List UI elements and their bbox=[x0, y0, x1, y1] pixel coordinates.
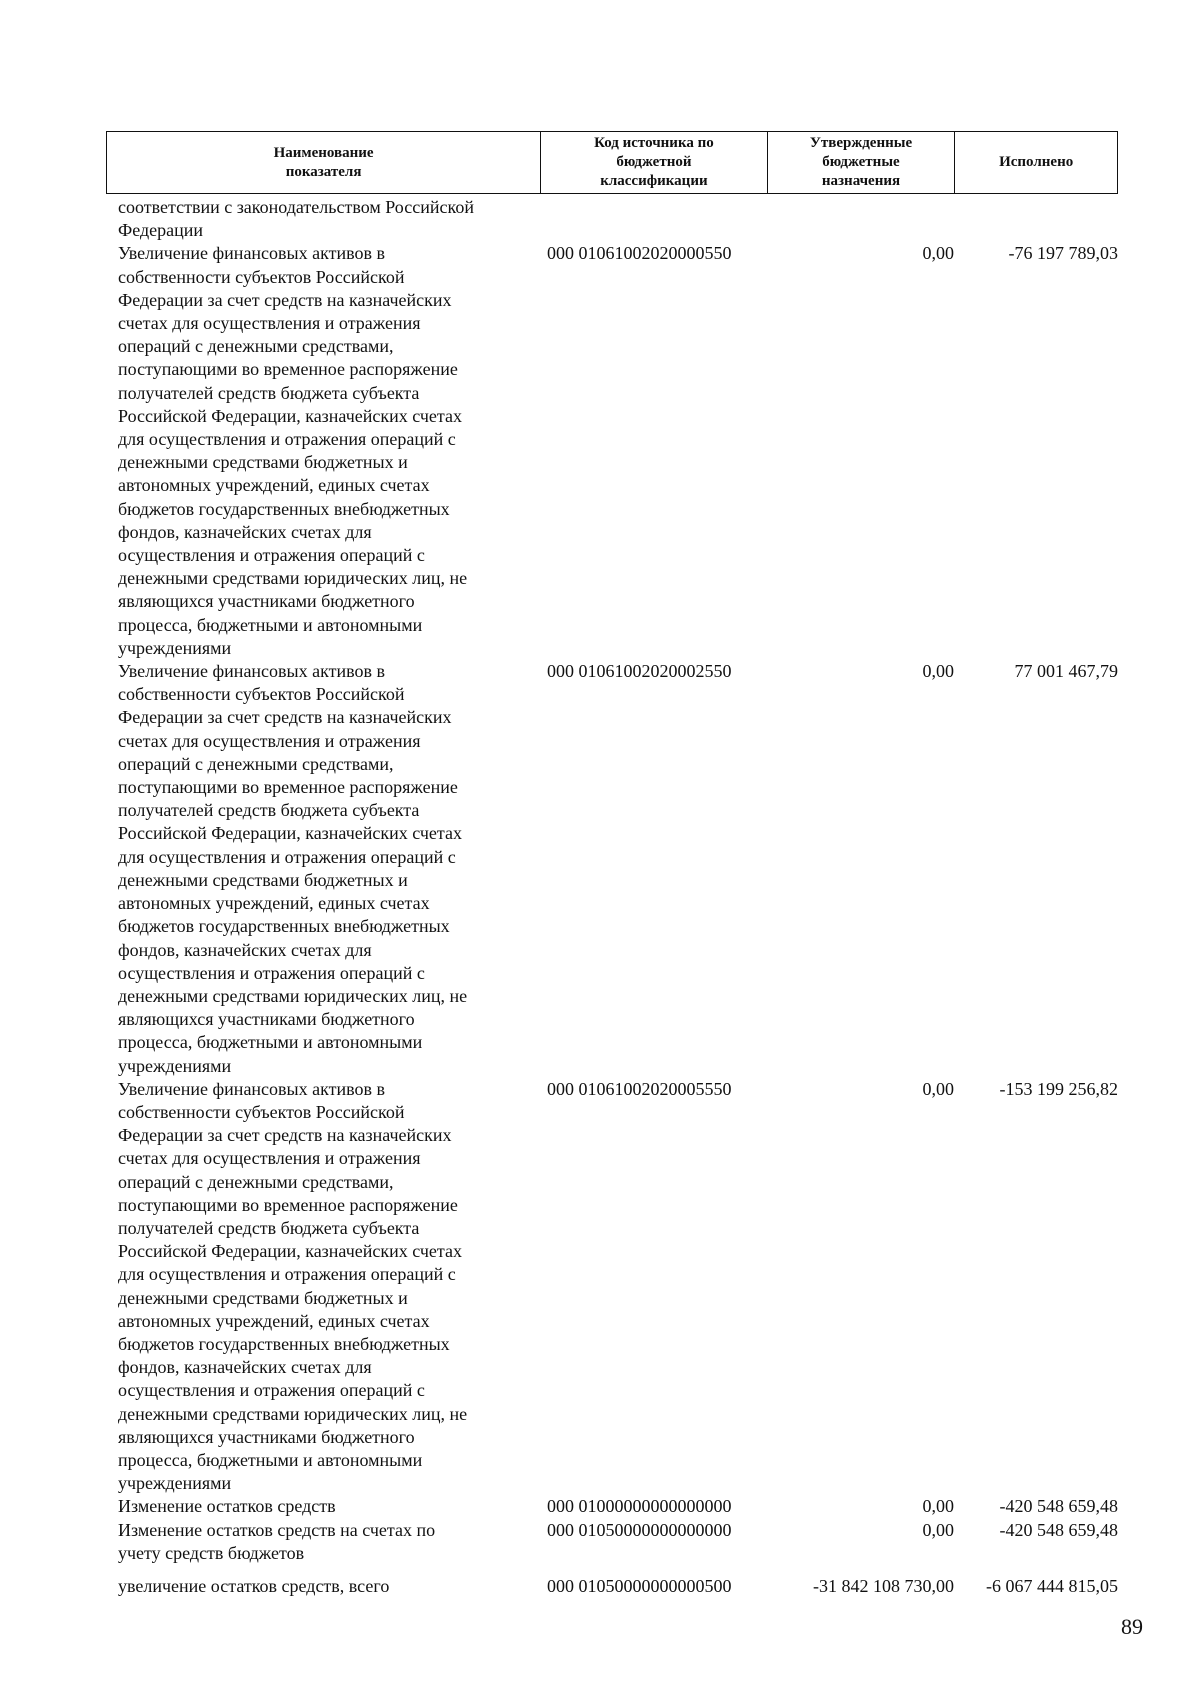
row-name: Увеличение финансовых активов в собственности субъектов Российской Федерации за счет средств на казначейских счетах для осуществления и отражения операций с денежными средствами, поступающими во временное распоряжение получателей средств бюджета субъекта Российской Федерации, казначейских счетах для осуществления и отражения операций с денежными средствами бюджетных и автономных учреждений, единых счетах бюджетов государственных внебюджетных фондов, казначейских счетах для осуществления и отражения операций с денежными средствами юридических лиц, не являющихся участниками бюджетного процесса, бюджетными и автономными учреждениями bbox=[118, 1078, 468, 1494]
header-name-line: показателя bbox=[285, 163, 362, 180]
table-row bbox=[118, 1078, 1118, 1496]
row-code: 000 01050000000000500 bbox=[546, 1575, 732, 1596]
table-header bbox=[106, 131, 1118, 194]
row-code: 000 01061002020000550 bbox=[546, 243, 732, 264]
header-code-line: Код источника по bbox=[594, 135, 714, 151]
row-approved: 0,00 bbox=[922, 1078, 954, 1099]
row-code: 000 01061002020005550 bbox=[546, 1078, 732, 1099]
header-approved-line: бюджетные bbox=[822, 154, 900, 170]
row-approved: 0,00 bbox=[922, 661, 954, 682]
header-approved-line: назначения bbox=[821, 173, 901, 189]
row-name: соответствии с законодательством Российской Федерации bbox=[118, 197, 474, 241]
row-executed: -420 548 659,48 bbox=[999, 1496, 1119, 1517]
header-code-line: бюджетной bbox=[616, 154, 692, 170]
row-approved: 0,00 bbox=[922, 243, 954, 264]
row-executed: 77 001 467,79 bbox=[1014, 661, 1119, 682]
row-executed: -420 548 659,48 bbox=[999, 1519, 1119, 1540]
header-code-column bbox=[541, 132, 768, 193]
row-approved: -31 842 108 730,00 bbox=[813, 1575, 954, 1596]
table-body bbox=[118, 196, 1118, 1598]
row-executed: -153 199 256,82 bbox=[999, 1078, 1119, 1099]
header-approved-column bbox=[768, 132, 956, 193]
row-code: 000 01050000000000000 bbox=[546, 1519, 732, 1540]
header-approved-line: Утвержденные bbox=[809, 135, 913, 151]
table-row bbox=[118, 1575, 1118, 1598]
row-name: Изменение остатков средств bbox=[118, 1496, 336, 1517]
header-executed-column bbox=[955, 132, 1117, 193]
row-executed: -76 197 789,03 bbox=[1008, 243, 1119, 264]
table-row bbox=[118, 660, 1118, 1078]
table-row bbox=[118, 242, 1118, 660]
row-code: 000 01000000000000000 bbox=[546, 1496, 732, 1517]
row-name: увеличение остатков средств, всего bbox=[118, 1575, 390, 1596]
row-name: Изменение остатков средств на счетах по учету средств бюджетов bbox=[118, 1519, 436, 1563]
table-row bbox=[118, 1519, 1118, 1565]
row-name: Увеличение финансовых активов в собственности субъектов Российской Федерации за счет средств на казначейских счетах для осуществления и отражения операций с денежными средствами, поступающими во временное распоряжение получателей средств бюджета субъекта Российской Федерации, казначейских счетах для осуществления и отражения операций с денежными средствами бюджетных и автономных учреждений, единых счетах бюджетов государственных внебюджетных фондов, казначейских счетах для осуществления и отражения операций с денежными средствами юридических лиц, не являющихся участниками бюджетного процесса, бюджетными и автономными учреждениями bbox=[118, 243, 468, 658]
header-executed-line: Исполнено bbox=[999, 154, 1074, 170]
header-name-line: Наименование bbox=[273, 144, 374, 161]
header-name-column bbox=[107, 132, 541, 193]
row-code: 000 01061002020002550 bbox=[546, 661, 732, 682]
page-number: 89 bbox=[1121, 1614, 1143, 1639]
row-name: Увеличение финансовых активов в собственности субъектов Российской Федерации за счет средств на казначейских счетах для осуществления и отражения операций с денежными средствами, поступающими во временное распоряжение получателей средств бюджета субъекта Российской Федерации, казначейских счетах для осуществления и отражения операций с денежными средствами бюджетных и автономных учреждений, единых счетах бюджетов государственных внебюджетных фондов, казначейских счетах для осуществления и отражения операций с денежными средствами юридических лиц, не являющихся участниками бюджетного процесса, бюджетными и автономными учреждениями bbox=[118, 661, 468, 1076]
row-approved: 0,00 bbox=[922, 1496, 954, 1517]
table-row bbox=[118, 196, 1118, 242]
row-executed: -6 067 444 815,05 bbox=[986, 1575, 1119, 1596]
row-approved: 0,00 bbox=[922, 1519, 954, 1540]
header-code-line: классификации bbox=[600, 173, 708, 189]
table-row bbox=[118, 1495, 1118, 1518]
